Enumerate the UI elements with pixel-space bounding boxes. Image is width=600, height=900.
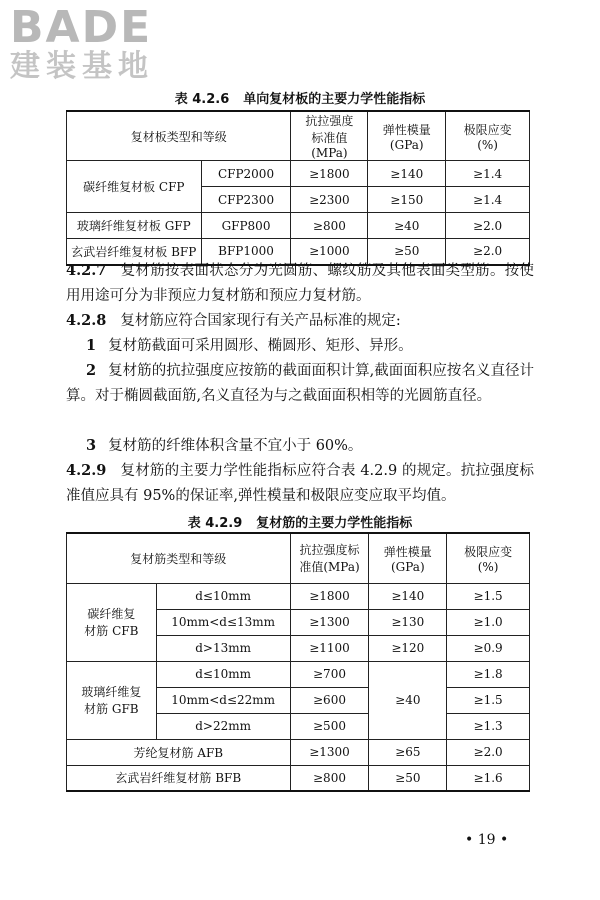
table-row [67,161,530,187]
clause-item-3 [66,433,534,459]
cell-strength: ≥1300 [290,739,369,765]
cell-grade: 10mm<d≤13mm [156,609,290,635]
cell-strength: ≥800 [290,765,369,791]
cell-grade: d>22mm [156,713,290,739]
cell-strain: ≥2.0 [446,239,530,265]
table2-header-strain: 极限应变 (%) [447,533,530,583]
cell-strength: ≥1000 [291,239,368,265]
table2-header-strength: 抗拉强度标 准值(MPa) [290,533,369,583]
clause-4-2-9 [66,458,534,509]
watermark-logo [10,2,180,84]
table2-title: 复材筋的主要力学性能指标 [256,516,413,531]
cell-modulus: ≥40 [368,213,446,239]
table-4-2-9 [66,532,530,792]
clause-text: 复材筋应符合国家现行有关产品标准的规定: [120,313,401,329]
table1-header-row [67,111,530,161]
cell-type: 芳纶复材筋 AFB [67,739,291,765]
table-row [67,583,530,609]
cell-strength: ≥800 [291,213,368,239]
logo-brand: BADE [10,2,153,53]
table-row [67,213,530,239]
cell-grade: GFP800 [201,213,291,239]
cell-modulus: ≥50 [369,765,447,791]
cell-grade: CFP2000 [201,161,291,187]
cell-strain: ≥1.0 [447,609,530,635]
table1-header-strain: 极限应变 (%) [446,111,530,161]
cell-type: 碳纤维复材板 CFP [67,161,202,213]
item-number: 3 [86,437,97,454]
cell-strength: ≥500 [290,713,369,739]
cell-type: 玄武岩纤维复材板 BFP [67,239,202,265]
cell-type: 玻璃纤维复材板 GFP [67,213,202,239]
cell-strain: ≥1.4 [446,161,530,187]
clause-text: 复材筋的主要力学性能指标应符合表 4.2.9 的规定。抗拉强度标准值应具有 95%的保证率,弹性模量和极限应变应取平均值。 [66,463,534,504]
table1-header-modulus: 弹性模量 (GPa) [368,111,446,161]
cell-strain: ≥1.3 [447,713,530,739]
cell-strain: ≥1.5 [447,687,530,713]
cell-strain: ≥1.4 [446,187,530,213]
cell-modulus: ≥140 [369,583,447,609]
logo-subtitle: 建装基地 [10,49,154,84]
table2-header-modulus: 弹性模量 (GPa) [369,533,447,583]
table1-header-type: 复材板类型和等级 [67,111,291,161]
clause-text: 复材筋按表面状态分为光圆筋、螺纹筋及其他表面类型筋。按使用用途可分为非预应力复材筋和预应力复材筋。 [66,263,534,304]
cell-strain: ≥1.6 [447,765,530,791]
item-number: 1 [86,337,97,354]
table-row [67,661,530,687]
cell-strain: ≥2.0 [447,739,530,765]
table1-caption [0,88,600,107]
cell-modulus: ≥140 [368,161,446,187]
cell-strain: ≥1.8 [447,661,530,687]
item-text: 复材筋的纤维体积含量不宜小于 60%。 [108,438,363,454]
cell-modulus: ≥50 [368,239,446,265]
cell-strength: ≥1100 [290,635,369,661]
cell-modulus-gfb: ≥40 [369,661,447,739]
table2-number: 表 4.2.9 [187,516,243,531]
cell-grade: 10mm<d≤22mm [156,687,290,713]
cell-strength: ≥700 [290,661,369,687]
cell-grade: d>13mm [156,635,290,661]
cell-modulus: ≥120 [369,635,447,661]
cell-strain: ≥2.0 [446,213,530,239]
table1-title: 单向复材板的主要力学性能指标 [243,92,426,107]
cell-type: 玄武岩纤维复材筋 BFB [67,765,291,791]
cell-strength: ≥1800 [290,583,369,609]
item-text: 复材筋截面可采用圆形、椭圆形、矩形、异形。 [108,338,413,354]
table2-header-type: 复材筋类型和等级 [67,533,291,583]
table1-header-strength: 抗拉强度 标准值(MPa) [291,111,368,161]
cell-strain: ≥1.5 [447,583,530,609]
cell-strain: ≥0.9 [447,635,530,661]
clause-item-2 [66,358,534,409]
table-row [67,739,530,765]
cell-modulus: ≥65 [369,739,447,765]
cell-strength: ≥2300 [291,187,368,213]
cell-modulus: ≥130 [369,609,447,635]
cell-type-cfb: 碳纤维复 材筋 CFB [67,583,157,661]
table2-header-row [67,533,530,583]
cell-grade: CFP2300 [201,187,291,213]
clause-number: 4.2.7 [66,262,107,279]
table-4-2-6 [66,110,530,266]
cell-strength: ≥600 [290,687,369,713]
cell-type-gfb: 玻璃纤维复 材筋 GFB [67,661,157,739]
cell-modulus: ≥150 [368,187,446,213]
page-number: • 19 • [465,832,509,848]
table1-number: 表 4.2.6 [174,92,230,107]
item-number: 2 [86,362,97,379]
clause-4-2-8 [66,308,534,334]
cell-grade: d≤10mm [156,583,290,609]
cell-grade: BFP1000 [201,239,291,265]
cell-grade: d≤10mm [156,661,290,687]
cell-strength: ≥1800 [291,161,368,187]
item-text: 复材筋的抗拉强度应按筋的截面面积计算,截面面积应按名义直径计算。对于椭圆截面筋,名义直径为与之截面面积相等的光圆筋直径。 [66,363,534,404]
table-row [67,765,530,791]
clause-4-2-7 [66,258,534,309]
clause-number: 4.2.8 [66,312,107,329]
cell-strength: ≥1300 [290,609,369,635]
clause-number: 4.2.9 [66,462,107,479]
clause-item-1 [66,333,534,359]
table2-caption [0,512,600,531]
